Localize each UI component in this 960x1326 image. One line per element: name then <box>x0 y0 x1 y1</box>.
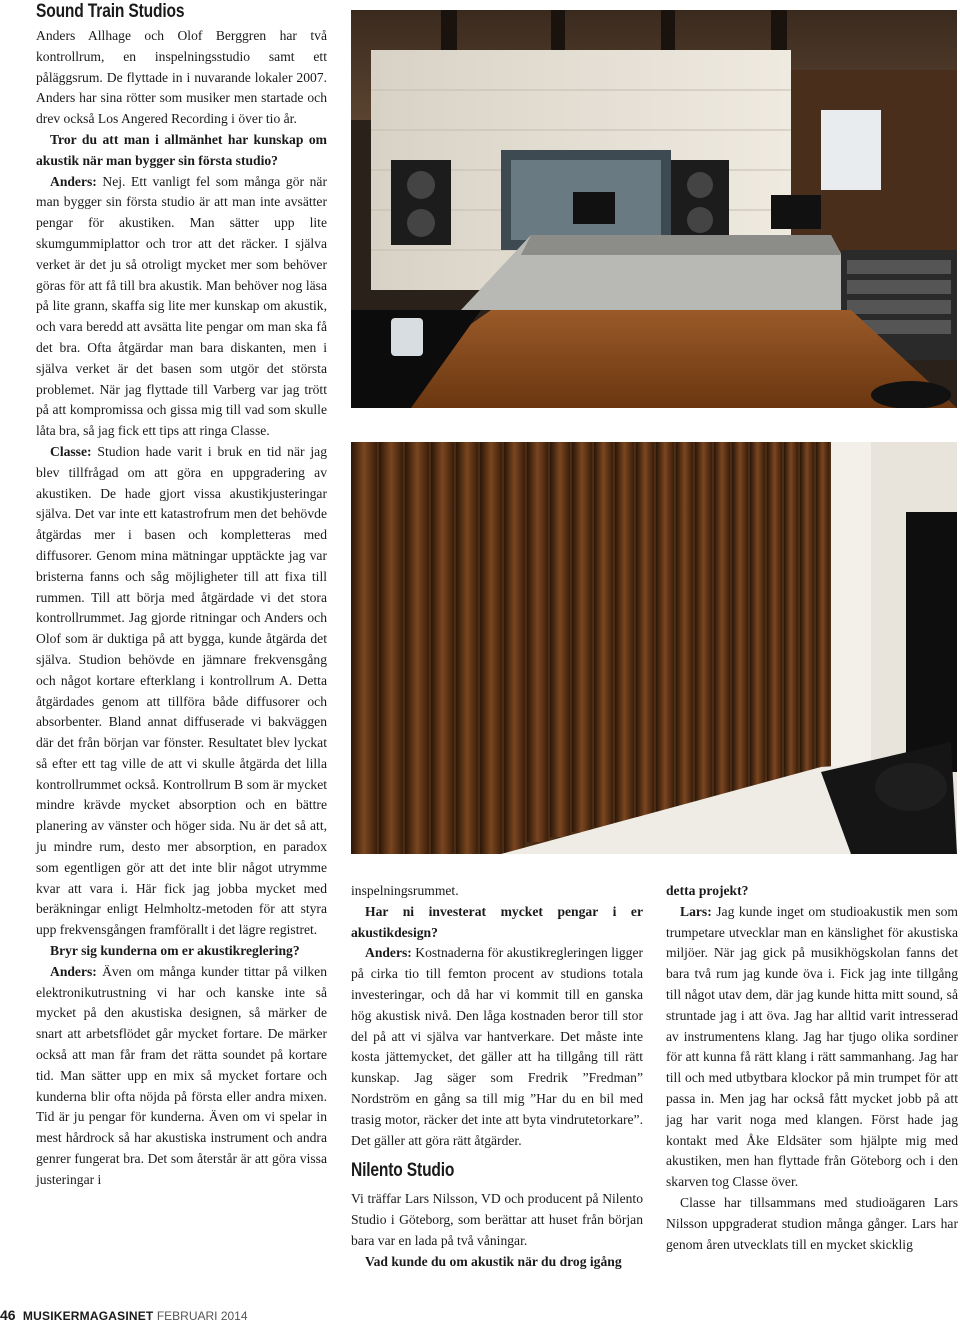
answer-text: Studion hade varit i bruk en tid när jag blev tillfrågad om att göra en uppgradering av akustiken. De hade gjort vissa akustikjusteringar själva. Det var inte ett katastrofrum men det behövde åtgärdas mer i basen och kompletteras med diffusorer. Genom mina mätningar upptäckte jag var bristerna fanns och såg möjligheter till att fixa till rummen. Till att börja med åtgärdade vi det stora kontrollrummet. Jag gjorde ritningar och Anders och Olof som är duktiga på att bygga, kunde åtgärda det själva. Studion behövde en jämnare frekvensgång och något kortare efterklang i kontrollrum A. Detta åtgärdades genom att tillföra både diffusorer och absorbenter. Bland annat diffuserade vi bakväggen där det från början var fönster. Resultatet blev lyckat så efter ett tag ville de att vi skulle åtgärda det lilla kontrollrummet också. Kontrollrum B som är mycket mindre krävde mycket absorption och en bättre planering av vänster och höger sida. Nu är det så att, ju mindre rum, desto mer absorption, en paradox som egentligen gör att det inte blir något utrymme kvar att vara i. Här fick jag jobba mycket med beräkningar enligt Helmholtz-metoden för att styra upp frekvensgången framförallt i det lägre registret. <box>36 443 327 938</box>
question-acoustic-start: Vad kunde du om akustik när du drog igång <box>365 1253 622 1269</box>
answer-text: Kostnaderna för akustikregleringen ligger på cirka tio till femton procent av studions totala investeringar, och då har vi kommit till en ganska hög akustisk nivå. Den låga kostnaden beror till stor del på att vi själva var hantverkare. Det måste inte kosta jättemycket, det gäller att ha tillgång till rätt kunskap. Jag säger som Fredrik ”Fredman” Nordström en gång sa till mig ”Har du en bil med trasig motor, räcker det inte att byta vindrutetorkare”. Det gäller att göra rätt åtgärder. <box>351 945 643 1148</box>
question-acoustic-knowledge: Tror du att man i allmänhet har kunskap om akustik när man bygger sin första studio? <box>36 131 327 168</box>
answer-paragraph <box>36 172 327 442</box>
body-paragraph: Classe har tillsammans med studioägaren Lars Nilsson uppgraderat studion många gånger. Lars har genom åren utvecklats till en mycket skicklig <box>666 1194 958 1252</box>
intro-paragraph: Anders Allhage och Olof Berggren har två kontrollrum, en inspelningsstudio samt ett påläggsrum. De flyttade in i nuvarande lokaler 2007. Anders har sina rötter som musiker men startade och drev också Los Angered Recording i över tio år. <box>36 28 327 127</box>
speaker-label: Classe: <box>50 443 92 459</box>
middle-column <box>351 881 643 1273</box>
answer-paragraph <box>36 442 327 941</box>
answer-text: Nej. Ett vanligt fel som många gör när man bygger sin första studio är att man inte avsätter pengar för akustiken. Man sätter upp lite skumgummiplattor och tror att det räcker. I själva verket är det ju så otroligt mycket mer som behöver göras för att få till bra akustik. Man behöver nog läsa på lite grann, skaffa sig lite mer kunskap om akustik, och vara beredd att avsätta lite pengar om man ska få det bra. Ofta åtgärdar man bara diskanten, men i själva verket är det basen som utgör det största problemet. När jag flyttade till Varberg var jag trött på att kompromissa och gissa mig till vad som skulle låta bra, så jag fick ett tips att ringa Classe. <box>36 173 327 439</box>
control-room-photo <box>351 10 957 408</box>
speaker-label: Anders: <box>50 963 97 979</box>
question-investment: Har ni investerat mycket pengar i er akustikdesign? <box>351 903 643 940</box>
answer-paragraph <box>666 902 958 1193</box>
answer-paragraph <box>351 943 643 1151</box>
page-number: 46 <box>0 1307 16 1323</box>
right-column <box>666 881 958 1255</box>
intro-paragraph: Vi träffar Lars Nilsson, VD och producent på Nilento Studio i Göteborg, som berättar att huset från början bara var en lada på två våningar. <box>351 1191 643 1248</box>
issue-date: FEBRUARI 2014 <box>156 1309 248 1323</box>
question-continued: detta projekt? <box>666 883 749 898</box>
answer-text: Jag kunde inget om studioakustik men som trumpetare utvecklar man en känslighet för akustiska miljöer. När jag gick på musikhögskolan fanns det bara två rum jag kunde öva i. Fick jag inte tillgång till något utav dem, där jag kunde hitta mitt sound, så struntade jag i att öva. Jag har alltid varit intresserad av instrumentens klang. Jag har tjugo olika sordiner för att kunna få rätt klang i rätt sammanhang. Jag har till och med utbytbara klockor på min trumpet för att passa in. Men jag har också fått mycket jobb på att jag har varit noga med klangen. Först hade jag kontakt med Åke Eldsäter som hjälpte mig med akustiken, men han flyttade från Göteborg och i den skarven tog Classe över. <box>666 903 958 1190</box>
section-heading-sound-train: Sound Train Studios <box>36 1 185 22</box>
magazine-name: MUSIKERMAGASINET <box>22 1309 154 1323</box>
answer-paragraph <box>36 962 327 1191</box>
answer-text: Även om många kunder tittar på vilken elektronikutrustning vi har och kanske inte så mycket på den akustiska designen, så märker de snart att arbetsflödet går mycket fortare. De märker också att man får fram det rätta soundet på kortare tid. Man sätter upp en mix så mycket fortare och kunderna blir ofta nöjda på första eller andra mixen. Tid är ju pengar för kunderna. Även om vi spelar in mest hårdrock så har akustiska instrument och andra genrer fungerat bra. Det som återstår är att göra vissa justeringar i <box>36 963 327 1187</box>
speaker-label: Lars: <box>680 903 712 919</box>
diffuser-wall-photo <box>351 442 957 854</box>
page-footer <box>0 1305 960 1325</box>
left-column <box>36 0 327 1191</box>
speaker-label: Anders: <box>50 173 97 189</box>
speaker-label: Anders: <box>365 945 412 961</box>
section-heading-nilento: Nilento Studio <box>351 1160 455 1182</box>
question-customers: Bryr sig kunderna om er akustikreglering? <box>50 943 300 959</box>
continued-text: inspelningsrummet. <box>351 883 459 898</box>
